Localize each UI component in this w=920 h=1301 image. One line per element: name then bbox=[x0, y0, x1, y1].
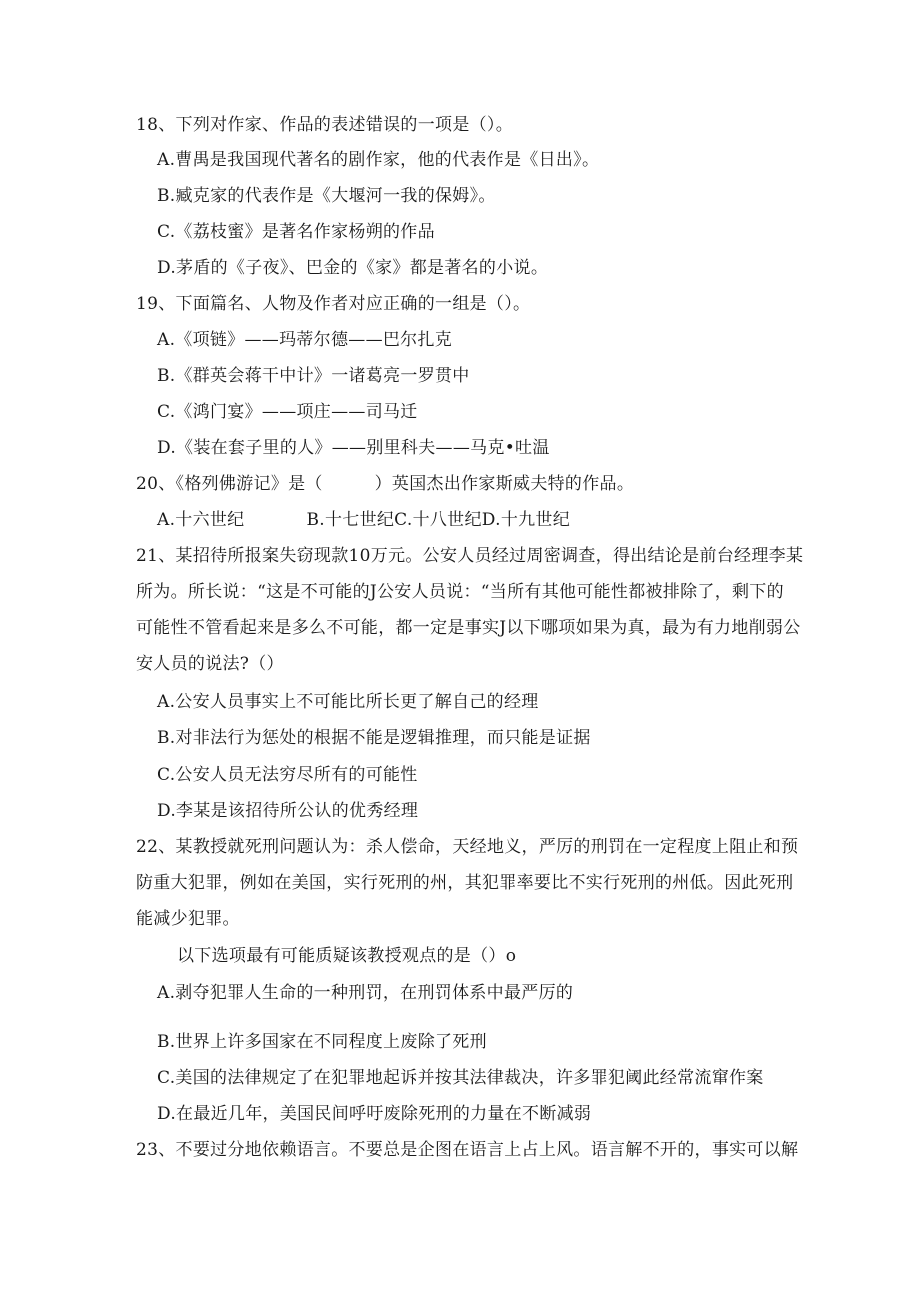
q19-option-a: A.《项链》——玛蒂尔德——巴尔扎克 bbox=[157, 330, 453, 350]
q21-stem-line-1: 21、某招待所报案失窃现款10万元。公安人员经过周密调查，得出结论是前台经理李某 bbox=[136, 546, 804, 566]
q21-option-c: C.公安人员无法穷尽所有的可能性 bbox=[157, 765, 418, 785]
q18-option-d: D.茅盾的《子夜》、巴金的《家》都是著名的小说。 bbox=[157, 258, 549, 278]
q21-stem-line-2: 所为。所长说：“这是不可能的J公安人员说：“当所有其他可能性都被排除了，剩下的 bbox=[136, 582, 784, 602]
q21-stem-line-3: 可能性不管看起来是多么不可能，都一定是事实J以下哪项如果为真，最为有力地削弱公 bbox=[136, 618, 801, 638]
q20-options-row bbox=[157, 508, 570, 532]
q21-option-a: A.公安人员事实上不可能比所长更了解自己的经理 bbox=[157, 692, 539, 712]
q19-option-d: D.《装在套子里的人》——别里科夫——马克•吐温 bbox=[157, 438, 550, 458]
q22-option-a: A.剥夺犯罪人生命的一种刑罚，在刑罚体系中最严厉的 bbox=[157, 983, 574, 1003]
q23-stem: 23、不要过分地依赖语言。不要总是企图在语言上占上风。语言解不开的，事实可以解 bbox=[136, 1140, 799, 1160]
q18-option-a: A.曹禺是我国现代著名的剧作家，他的代表作是《日出》。 bbox=[157, 150, 600, 170]
q22-option-b: B.世界上许多国家在不同程度上废除了死刑 bbox=[157, 1032, 487, 1052]
q19-stem: 19、下面篇名、人物及作者对应正确的一组是（）。 bbox=[136, 294, 531, 314]
q18-stem: 18、下列对作家、作品的表述错误的一项是（）。 bbox=[136, 115, 514, 135]
q21-option-d: D.李某是该招待所公认的优秀经理 bbox=[157, 801, 419, 821]
q19-option-b: B.《群英会蒋干中计》一诸葛亮一罗贯中 bbox=[157, 366, 470, 386]
q21-stem-line-4: 安人员的说法?（） bbox=[136, 654, 284, 674]
q18-option-b: B.臧克家的代表作是《大堰河一我的保姆》。 bbox=[157, 186, 496, 206]
q21-option-b: B.对非法行为惩处的根据不能是逻辑推理，而只能是证据 bbox=[157, 728, 591, 748]
q18-option-c: C.《荔枝蜜》是著名作家杨朔的作品 bbox=[157, 222, 435, 242]
q22-stem-line-3: 能减少犯罪。 bbox=[136, 909, 240, 929]
q22-stem-line-1: 22、某教授就死刑问题认为：杀人偿命，天经地义，严厉的刑罚在一定程度上阻止和预 bbox=[136, 837, 799, 857]
q22-stem-line-2: 防重大犯罪，例如在美国，实行死刑的州，其犯罪率要比不实行死刑的州低。因此死刑 bbox=[136, 873, 794, 893]
q20-option-a: A.十六世纪 bbox=[157, 510, 245, 530]
q22-option-c: C.美国的法律规定了在犯罪地起诉并按其法律裁决，许多罪犯阈此经常流窜作案 bbox=[157, 1068, 764, 1088]
q22-prompt: 以下选项最有可能质疑该教授观点的是（）o bbox=[177, 946, 517, 966]
q20-option-bcd: B.十七世纪C.十八世纪D.十九世纪 bbox=[306, 510, 571, 530]
q20-stem: 20、《格列佛游记》是（ ）英国杰出作家斯威夫特的作品。 bbox=[136, 474, 635, 494]
q19-option-c: C.《鸿门宴》——项庄——司马迁 bbox=[157, 402, 418, 422]
q22-option-d: D.在最近几年，美国民间呼吁废除死刑的力量在不断减弱 bbox=[157, 1104, 592, 1124]
